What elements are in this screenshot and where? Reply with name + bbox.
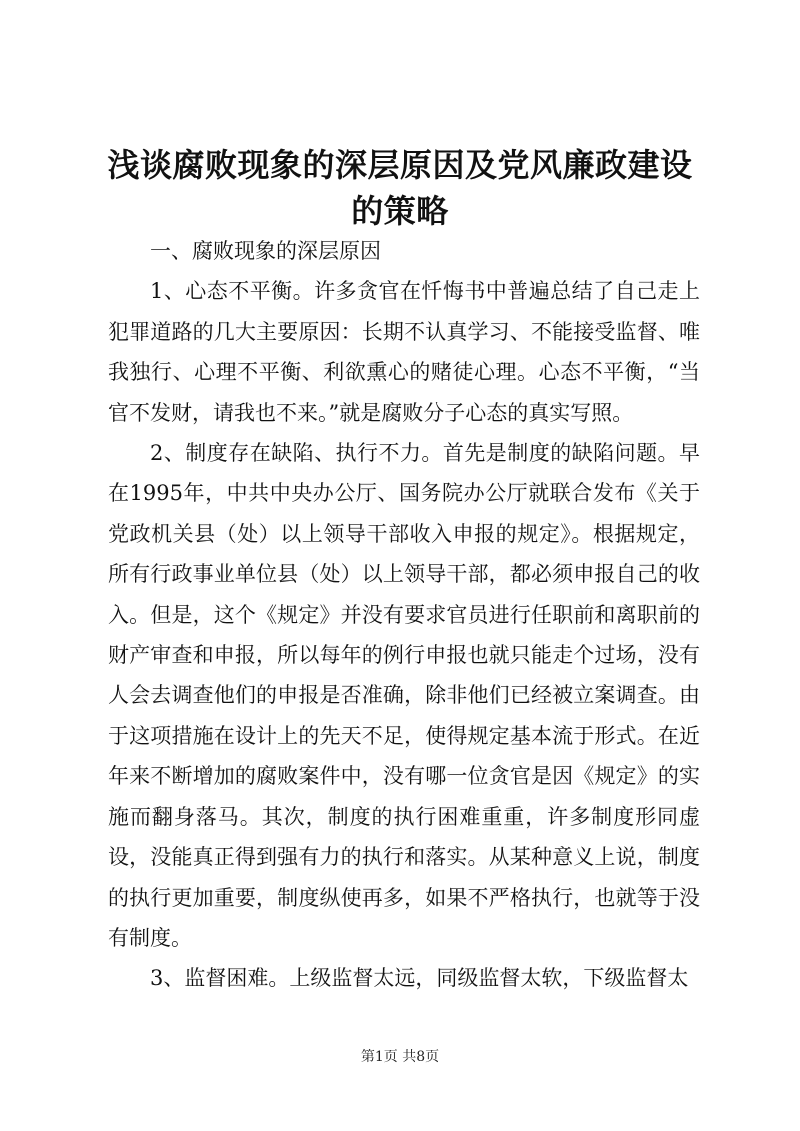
document-title: 浅谈腐败现象的深层原因及党风廉政建设的策略: [107, 146, 693, 230]
paragraph-1: 1、心态不平衡。许多贪官在忏悔书中普遍总结了自己走上犯罪道路的几大主要原因：长期不认真学习、不能接受监督、唯我独行、心理不平衡、利欲熏心的赌徒心理。心态不平衡，“当官不发财，请我也不来。”就是腐败分子心态的真实写照。: [108, 279, 700, 425]
document-body: [108, 231, 700, 999]
paragraph-3: 3、监督困难。上级监督太远，同级监督太软，下级监督太: [150, 966, 689, 991]
paragraph-2: 2、制度存在缺陷、执行不力。首先是制度的缺陷问题。早在1995年，中共中央办公厅、国务院办公厅就联合发布《关于党政机关县（处）以上领导干部收入申报的规定》。根据规定，所有行政事业单位县（处）以上领导干部，都必须申报自己的收入。但是，这个《规定》并没有要求官员进行任职前和离职前的财产审查和申报，所以每年的例行申报也就只能走个过场，没有人会去调查他们的申报是否准确，除非他们已经被立案调查。由于这项措施在设计上的先天不足，使得规定基本流于形式。在近年来不断增加的腐败案件中，没有哪一位贪官是因《规定》的实施而翻身落马。其次，制度的执行困难重重，许多制度形同虚设，没能真正得到强有力的执行和落实。从某种意义上说，制度的执行更加重要，制度纵使再多，如果不严格执行，也就等于没有制度。: [108, 441, 700, 950]
section-heading: 一、腐败现象的深层原因: [150, 239, 381, 263]
page-footer: 第1页 共8页: [360, 1049, 440, 1065]
